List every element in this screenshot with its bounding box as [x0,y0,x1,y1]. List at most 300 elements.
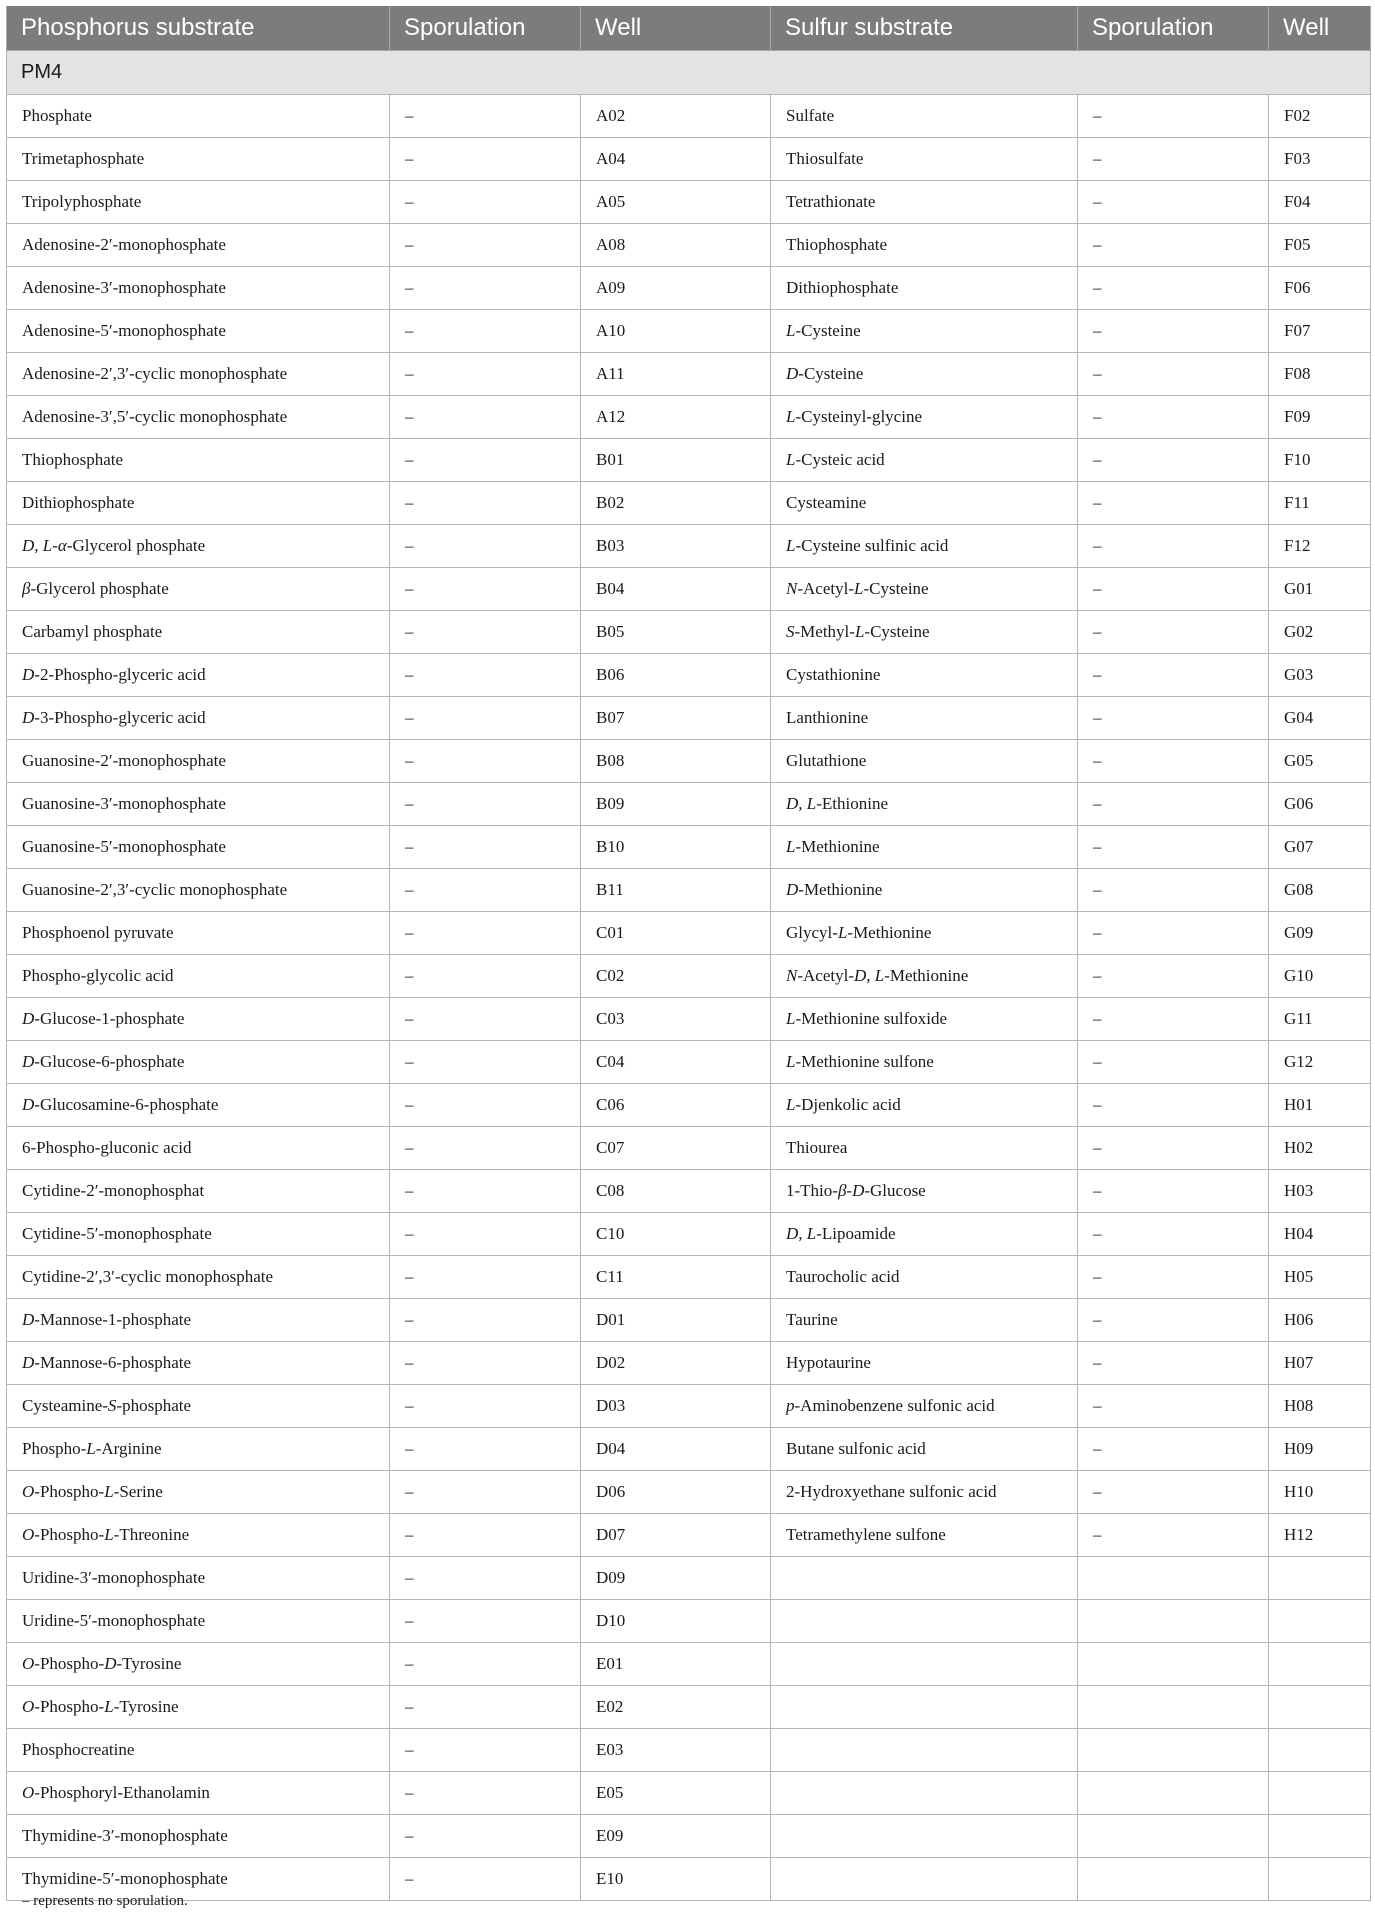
cell-phosphorus-substrate: Thymidine-3′-monophosphate [7,1815,390,1858]
cell-phosphorus-sporulation: – [390,955,581,998]
table-row [7,1428,1371,1471]
cell-sulfur-substrate: D-Methionine [771,869,1078,912]
cell-phosphorus-well: C01 [581,912,771,955]
table-row [7,310,1371,353]
cell-sulfur-sporulation: – [1078,1041,1269,1084]
header-sulfur-well: Well [1269,6,1371,51]
cell-phosphorus-well: D06 [581,1471,771,1514]
cell-sulfur-sporulation [1078,1729,1269,1772]
cell-sulfur-substrate: Tetramethylene sulfone [771,1514,1078,1557]
cell-sulfur-substrate: L-Cysteine [771,310,1078,353]
cell-sulfur-well: F11 [1269,482,1371,525]
cell-sulfur-well: G10 [1269,955,1371,998]
cell-phosphorus-substrate: 6-Phospho-gluconic acid [7,1127,390,1170]
cell-phosphorus-sporulation: – [390,1170,581,1213]
table-row [7,912,1371,955]
cell-sulfur-well: H01 [1269,1084,1371,1127]
cell-sulfur-sporulation: – [1078,138,1269,181]
cell-sulfur-well: H12 [1269,1514,1371,1557]
cell-phosphorus-substrate: Guanosine-3′-monophosphate [7,783,390,826]
cell-phosphorus-substrate: Guanosine-2′,3′-cyclic monophosphate [7,869,390,912]
cell-phosphorus-well: E05 [581,1772,771,1815]
cell-sulfur-well [1269,1772,1371,1815]
cell-sulfur-well: F09 [1269,396,1371,439]
cell-sulfur-substrate: Cystathionine [771,654,1078,697]
cell-sulfur-well: F02 [1269,95,1371,138]
cell-sulfur-sporulation: – [1078,1084,1269,1127]
table-row [7,740,1371,783]
cell-phosphorus-substrate: D-Mannose-6-phosphate [7,1342,390,1385]
cell-sulfur-sporulation: – [1078,611,1269,654]
table-row [7,439,1371,482]
cell-phosphorus-sporulation: – [390,869,581,912]
cell-sulfur-substrate: Taurocholic acid [771,1256,1078,1299]
cell-sulfur-well [1269,1858,1371,1901]
cell-phosphorus-sporulation: – [390,396,581,439]
cell-phosphorus-substrate: O-Phosphoryl-Ethanolamin [7,1772,390,1815]
cell-sulfur-sporulation: – [1078,998,1269,1041]
cell-phosphorus-well: A08 [581,224,771,267]
cell-sulfur-sporulation: – [1078,826,1269,869]
cell-phosphorus-substrate: D, L-α-Glycerol phosphate [7,525,390,568]
cell-phosphorus-substrate: Dithiophosphate [7,482,390,525]
table-row [7,1686,1371,1729]
table-row [7,1127,1371,1170]
cell-phosphorus-sporulation: – [390,1729,581,1772]
cell-phosphorus-well: D04 [581,1428,771,1471]
cell-phosphorus-sporulation: – [390,826,581,869]
cell-sulfur-sporulation: – [1078,439,1269,482]
cell-phosphorus-well: D09 [581,1557,771,1600]
cell-sulfur-sporulation [1078,1600,1269,1643]
header-phosphorus-substrate: Phosphorus substrate [7,6,390,51]
cell-phosphorus-substrate: Phospho-L-Arginine [7,1428,390,1471]
cell-phosphorus-substrate: Guanosine-2′-monophosphate [7,740,390,783]
cell-phosphorus-well: E02 [581,1686,771,1729]
cell-sulfur-well: F05 [1269,224,1371,267]
cell-phosphorus-substrate: Uridine-3′-monophosphate [7,1557,390,1600]
cell-sulfur-well: F10 [1269,439,1371,482]
cell-phosphorus-well: B07 [581,697,771,740]
table-row [7,1729,1371,1772]
cell-phosphorus-well: A04 [581,138,771,181]
cell-sulfur-sporulation: – [1078,955,1269,998]
cell-phosphorus-well: D10 [581,1600,771,1643]
cell-sulfur-substrate: Dithiophosphate [771,267,1078,310]
cell-phosphorus-sporulation: – [390,783,581,826]
cell-phosphorus-substrate: Phosphocreatine [7,1729,390,1772]
cell-sulfur-sporulation [1078,1772,1269,1815]
cell-phosphorus-substrate: D-3-Phospho-glyceric acid [7,697,390,740]
cell-sulfur-substrate: 2-Hydroxyethane sulfonic acid [771,1471,1078,1514]
cell-sulfur-sporulation: – [1078,396,1269,439]
cell-sulfur-substrate [771,1557,1078,1600]
cell-phosphorus-substrate: Adenosine-5′-monophosphate [7,310,390,353]
substrate-table-container [6,6,1370,1901]
cell-sulfur-well: H10 [1269,1471,1371,1514]
cell-phosphorus-sporulation: – [390,525,581,568]
cell-phosphorus-well: C07 [581,1127,771,1170]
cell-phosphorus-sporulation: – [390,1514,581,1557]
cell-phosphorus-well: C08 [581,1170,771,1213]
cell-sulfur-substrate: Cysteamine [771,482,1078,525]
cell-phosphorus-substrate: Trimetaphosphate [7,138,390,181]
cell-sulfur-well [1269,1815,1371,1858]
table-row [7,95,1371,138]
cell-sulfur-sporulation: – [1078,1342,1269,1385]
cell-phosphorus-sporulation: – [390,654,581,697]
cell-sulfur-sporulation: – [1078,224,1269,267]
cell-phosphorus-sporulation: – [390,1041,581,1084]
cell-phosphorus-well: C06 [581,1084,771,1127]
cell-phosphorus-sporulation: – [390,267,581,310]
cell-phosphorus-sporulation: – [390,998,581,1041]
cell-phosphorus-well: D01 [581,1299,771,1342]
cell-phosphorus-well: B08 [581,740,771,783]
cell-phosphorus-sporulation: – [390,1213,581,1256]
cell-sulfur-sporulation: – [1078,353,1269,396]
cell-phosphorus-well: B05 [581,611,771,654]
cell-sulfur-sporulation: – [1078,1428,1269,1471]
cell-sulfur-sporulation: – [1078,697,1269,740]
cell-sulfur-substrate: Thiosulfate [771,138,1078,181]
cell-sulfur-substrate: L-Cysteine sulfinic acid [771,525,1078,568]
cell-phosphorus-sporulation: – [390,439,581,482]
cell-sulfur-well: H03 [1269,1170,1371,1213]
cell-phosphorus-substrate: Thymidine-5′-monophosphate [7,1858,390,1901]
cell-sulfur-substrate [771,1815,1078,1858]
cell-phosphorus-sporulation: – [390,568,581,611]
cell-phosphorus-sporulation: – [390,1815,581,1858]
cell-sulfur-substrate: L-Methionine [771,826,1078,869]
cell-sulfur-sporulation [1078,1686,1269,1729]
table-row [7,525,1371,568]
header-phosphorus-well: Well [581,6,771,51]
cell-sulfur-well: G08 [1269,869,1371,912]
cell-phosphorus-sporulation: – [390,912,581,955]
cell-sulfur-substrate [771,1772,1078,1815]
cell-sulfur-sporulation: – [1078,740,1269,783]
cell-phosphorus-well: C10 [581,1213,771,1256]
table-row [7,568,1371,611]
cell-sulfur-well [1269,1600,1371,1643]
cell-phosphorus-sporulation: – [390,1600,581,1643]
cell-phosphorus-sporulation: – [390,1428,581,1471]
cell-sulfur-substrate: L-Cysteinyl-glycine [771,396,1078,439]
cell-phosphorus-substrate: Cysteamine-S-phosphate [7,1385,390,1428]
cell-sulfur-sporulation: – [1078,1170,1269,1213]
cell-sulfur-sporulation [1078,1557,1269,1600]
cell-sulfur-substrate: D-Cysteine [771,353,1078,396]
cell-phosphorus-substrate: O-Phospho-L-Tyrosine [7,1686,390,1729]
cell-phosphorus-sporulation: – [390,181,581,224]
table-row [7,654,1371,697]
cell-sulfur-sporulation: – [1078,1514,1269,1557]
cell-phosphorus-substrate: Adenosine-3′-monophosphate [7,267,390,310]
table-row [7,1041,1371,1084]
cell-sulfur-well: F12 [1269,525,1371,568]
cell-sulfur-sporulation: – [1078,1299,1269,1342]
cell-sulfur-well: G02 [1269,611,1371,654]
cell-sulfur-sporulation: – [1078,95,1269,138]
table-row [7,1170,1371,1213]
table-row [7,1514,1371,1557]
cell-phosphorus-well: A09 [581,267,771,310]
cell-sulfur-substrate: L-Cysteic acid [771,439,1078,482]
cell-sulfur-sporulation: – [1078,1471,1269,1514]
cell-sulfur-well: H07 [1269,1342,1371,1385]
cell-sulfur-substrate: L-Methionine sulfone [771,1041,1078,1084]
table-row [7,224,1371,267]
table-row [7,353,1371,396]
cell-phosphorus-well: B06 [581,654,771,697]
cell-phosphorus-well: A12 [581,396,771,439]
cell-phosphorus-sporulation: – [390,1858,581,1901]
cell-sulfur-sporulation: – [1078,181,1269,224]
substrate-table [6,6,1371,1901]
cell-sulfur-well: H02 [1269,1127,1371,1170]
cell-phosphorus-well: E01 [581,1643,771,1686]
cell-phosphorus-sporulation: – [390,1299,581,1342]
cell-phosphorus-well: A05 [581,181,771,224]
cell-phosphorus-sporulation: – [390,1342,581,1385]
cell-sulfur-well: G06 [1269,783,1371,826]
cell-phosphorus-substrate: O-Phospho-L-Serine [7,1471,390,1514]
cell-phosphorus-well: A10 [581,310,771,353]
group-row [7,51,1371,95]
cell-sulfur-substrate [771,1729,1078,1772]
cell-phosphorus-well: A02 [581,95,771,138]
header-row [7,6,1371,51]
cell-sulfur-sporulation: – [1078,783,1269,826]
cell-sulfur-well [1269,1643,1371,1686]
cell-sulfur-sporulation: – [1078,310,1269,353]
cell-phosphorus-well: B10 [581,826,771,869]
table-row [7,1557,1371,1600]
header-sulfur-substrate: Sulfur substrate [771,6,1078,51]
cell-sulfur-substrate: N-Acetyl-L-Cysteine [771,568,1078,611]
cell-sulfur-substrate: Glutathione [771,740,1078,783]
cell-sulfur-substrate: S-Methyl-L-Cysteine [771,611,1078,654]
cell-phosphorus-substrate: Carbamyl phosphate [7,611,390,654]
cell-phosphorus-sporulation: – [390,611,581,654]
cell-sulfur-well: H09 [1269,1428,1371,1471]
cell-sulfur-well: G01 [1269,568,1371,611]
cell-phosphorus-sporulation: – [390,1256,581,1299]
table-row [7,611,1371,654]
cell-phosphorus-well: A11 [581,353,771,396]
cell-sulfur-well [1269,1686,1371,1729]
table-row [7,1858,1371,1901]
cell-phosphorus-sporulation: – [390,353,581,396]
cell-sulfur-well: F07 [1269,310,1371,353]
cell-phosphorus-well: D03 [581,1385,771,1428]
cell-sulfur-sporulation: – [1078,568,1269,611]
cell-phosphorus-sporulation: – [390,1084,581,1127]
cell-sulfur-sporulation: – [1078,912,1269,955]
cell-phosphorus-substrate: O-Phospho-L-Threonine [7,1514,390,1557]
cell-phosphorus-sporulation: – [390,1643,581,1686]
cell-phosphorus-sporulation: – [390,310,581,353]
cell-sulfur-well: G07 [1269,826,1371,869]
cell-sulfur-well: H06 [1269,1299,1371,1342]
cell-phosphorus-substrate: Cytidine-2′-monophosphat [7,1170,390,1213]
cell-sulfur-sporulation: – [1078,654,1269,697]
cell-sulfur-substrate [771,1643,1078,1686]
cell-sulfur-substrate: Glycyl-L-Methionine [771,912,1078,955]
cell-sulfur-well: F03 [1269,138,1371,181]
cell-phosphorus-well: B02 [581,482,771,525]
table-row [7,869,1371,912]
cell-sulfur-sporulation: – [1078,1127,1269,1170]
cell-sulfur-well [1269,1557,1371,1600]
cell-sulfur-well: G05 [1269,740,1371,783]
cell-phosphorus-well: C03 [581,998,771,1041]
cell-phosphorus-sporulation: – [390,138,581,181]
table-row [7,181,1371,224]
cell-sulfur-substrate [771,1600,1078,1643]
cell-phosphorus-well: E09 [581,1815,771,1858]
cell-phosphorus-sporulation: – [390,740,581,783]
cell-phosphorus-substrate: Phosphoenol pyruvate [7,912,390,955]
cell-sulfur-well [1269,1729,1371,1772]
cell-phosphorus-substrate: Phosphate [7,95,390,138]
table-row [7,1342,1371,1385]
cell-sulfur-substrate: Sulfate [771,95,1078,138]
cell-phosphorus-sporulation: – [390,482,581,525]
cell-phosphorus-well: C02 [581,955,771,998]
table-row [7,396,1371,439]
cell-sulfur-substrate: N-Acetyl-D, L-Methionine [771,955,1078,998]
cell-sulfur-substrate: D, L-Ethionine [771,783,1078,826]
cell-phosphorus-well: B04 [581,568,771,611]
cell-sulfur-well: H04 [1269,1213,1371,1256]
cell-phosphorus-sporulation: – [390,697,581,740]
cell-sulfur-well: G09 [1269,912,1371,955]
cell-phosphorus-sporulation: – [390,1686,581,1729]
cell-sulfur-substrate: D, L-Lipoamide [771,1213,1078,1256]
table-row [7,1772,1371,1815]
cell-sulfur-sporulation [1078,1643,1269,1686]
cell-phosphorus-substrate: Adenosine-3′,5′-cyclic monophosphate [7,396,390,439]
cell-sulfur-well: F08 [1269,353,1371,396]
cell-phosphorus-well: E10 [581,1858,771,1901]
cell-sulfur-substrate: Taurine [771,1299,1078,1342]
table-row [7,267,1371,310]
table-row [7,1815,1371,1858]
cell-phosphorus-sporulation: – [390,1385,581,1428]
cell-phosphorus-well: B11 [581,869,771,912]
table-row [7,1385,1371,1428]
cell-phosphorus-substrate: Tripolyphosphate [7,181,390,224]
cell-sulfur-sporulation: – [1078,1256,1269,1299]
table-row [7,1299,1371,1342]
cell-sulfur-sporulation: – [1078,525,1269,568]
cell-phosphorus-substrate: D-Glucosamine-6-phosphate [7,1084,390,1127]
cell-sulfur-sporulation: – [1078,482,1269,525]
cell-sulfur-substrate [771,1858,1078,1901]
cell-sulfur-well: F04 [1269,181,1371,224]
cell-phosphorus-substrate: Cytidine-5′-monophosphate [7,1213,390,1256]
cell-phosphorus-sporulation: – [390,95,581,138]
cell-phosphorus-substrate: D-Mannose-1-phosphate [7,1299,390,1342]
cell-phosphorus-well: D07 [581,1514,771,1557]
header-phosphorus-sporulation: Sporulation [390,6,581,51]
table-row [7,1643,1371,1686]
cell-phosphorus-substrate: Thiophosphate [7,439,390,482]
cell-sulfur-substrate: 1-Thio-β-D-Glucose [771,1170,1078,1213]
cell-phosphorus-well: B03 [581,525,771,568]
cell-phosphorus-substrate: Guanosine-5′-monophosphate [7,826,390,869]
cell-sulfur-substrate: Thiophosphate [771,224,1078,267]
cell-phosphorus-well: C11 [581,1256,771,1299]
group-label: PM4 [7,51,1371,95]
cell-phosphorus-substrate: D-Glucose-1-phosphate [7,998,390,1041]
table-row [7,1256,1371,1299]
table-row [7,1471,1371,1514]
cell-sulfur-substrate: Thiourea [771,1127,1078,1170]
cell-phosphorus-sporulation: – [390,224,581,267]
cell-phosphorus-well: C04 [581,1041,771,1084]
cell-sulfur-substrate [771,1686,1078,1729]
cell-sulfur-well: G11 [1269,998,1371,1041]
cell-phosphorus-substrate: Phospho-glycolic acid [7,955,390,998]
cell-sulfur-well: H05 [1269,1256,1371,1299]
table-row [7,955,1371,998]
cell-phosphorus-substrate: D-2-Phospho-glyceric acid [7,654,390,697]
cell-sulfur-sporulation: – [1078,267,1269,310]
cell-phosphorus-well: B01 [581,439,771,482]
table-row [7,998,1371,1041]
cell-sulfur-substrate: Butane sulfonic acid [771,1428,1078,1471]
cell-sulfur-well: F06 [1269,267,1371,310]
cell-sulfur-substrate: p-Aminobenzene sulfonic acid [771,1385,1078,1428]
cell-sulfur-substrate: Lanthionine [771,697,1078,740]
cell-phosphorus-well: B09 [581,783,771,826]
cell-sulfur-substrate: L-Djenkolic acid [771,1084,1078,1127]
table-footnote: – represents no sporulation. [22,1893,188,1909]
cell-sulfur-well: G12 [1269,1041,1371,1084]
cell-phosphorus-substrate: β-Glycerol phosphate [7,568,390,611]
header-sulfur-sporulation: Sporulation [1078,6,1269,51]
table-row [7,697,1371,740]
cell-phosphorus-substrate: Cytidine-2′,3′-cyclic monophosphate [7,1256,390,1299]
cell-phosphorus-substrate: Uridine-5′-monophosphate [7,1600,390,1643]
cell-sulfur-sporulation [1078,1858,1269,1901]
table-row [7,1084,1371,1127]
cell-phosphorus-substrate: Adenosine-2′-monophosphate [7,224,390,267]
cell-sulfur-well: G04 [1269,697,1371,740]
cell-phosphorus-well: E03 [581,1729,771,1772]
cell-phosphorus-sporulation: – [390,1127,581,1170]
cell-phosphorus-sporulation: – [390,1557,581,1600]
table-row [7,482,1371,525]
table-row [7,783,1371,826]
table-row [7,138,1371,181]
cell-sulfur-sporulation: – [1078,869,1269,912]
table-row [7,1213,1371,1256]
cell-sulfur-substrate: Hypotaurine [771,1342,1078,1385]
cell-phosphorus-well: D02 [581,1342,771,1385]
cell-phosphorus-substrate: Adenosine-2′,3′-cyclic monophosphate [7,353,390,396]
table-row [7,826,1371,869]
cell-sulfur-well: G03 [1269,654,1371,697]
cell-sulfur-sporulation [1078,1815,1269,1858]
cell-phosphorus-substrate: O-Phospho-D-Tyrosine [7,1643,390,1686]
cell-phosphorus-sporulation: – [390,1471,581,1514]
cell-phosphorus-sporulation: – [390,1772,581,1815]
cell-phosphorus-substrate: D-Glucose-6-phosphate [7,1041,390,1084]
